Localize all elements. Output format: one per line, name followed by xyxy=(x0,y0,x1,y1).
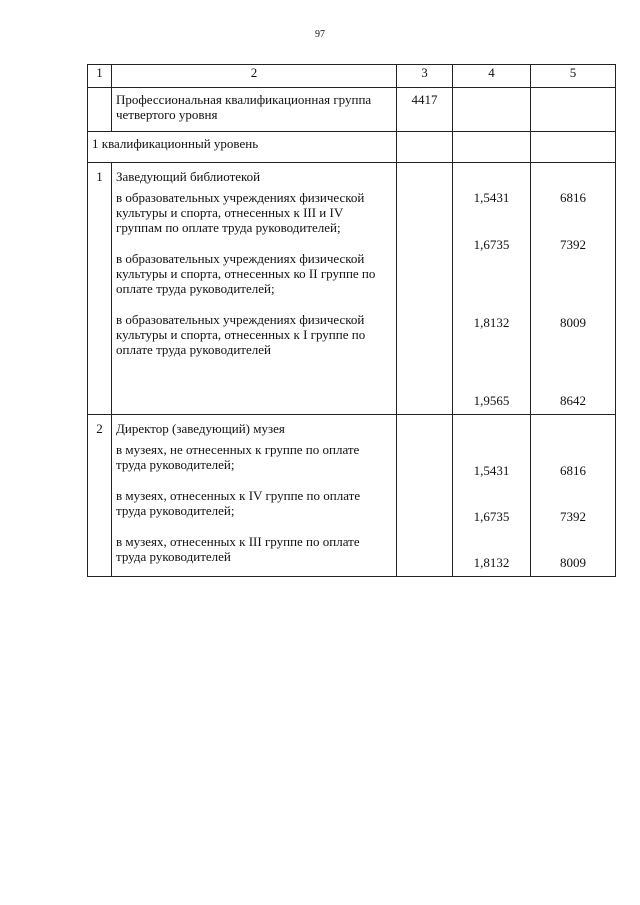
coefficient-value: 1,9565 xyxy=(473,393,510,408)
column-header: 3 xyxy=(397,65,453,88)
group-row xyxy=(88,88,616,132)
position-sub-text: в музеях, отнесенных к IV группе по оплате труда руководителей; xyxy=(116,488,361,518)
position-number: 1 xyxy=(88,163,112,415)
position-sub-text: в образовательных учреждениях физической культуры и спорта, отнесенных ко II группе по оплате труда руководителей; xyxy=(116,251,376,296)
level-row xyxy=(88,132,616,163)
salary-value: 7392 xyxy=(560,237,586,252)
salary-value: 8009 xyxy=(560,555,586,570)
salary-value: 8009 xyxy=(560,315,586,330)
coefficient-value: 1,6735 xyxy=(473,509,510,524)
position-row xyxy=(88,415,616,577)
salary-value: 6816 xyxy=(560,190,586,205)
group-title: Профессиональная квалификационная группа четвертого уровня xyxy=(116,92,372,122)
salary-table xyxy=(87,64,616,577)
coefficient-value: 1,8132 xyxy=(473,315,510,330)
position-title: Заведующий библиотекой xyxy=(116,169,261,184)
position-sub-text: в музеях, не отнесенных к группе по оплате труда руководителей; xyxy=(116,442,360,472)
level-title: 1 квалификационный уровень xyxy=(88,132,397,163)
column-header: 5 xyxy=(531,65,616,88)
position-sub-text: в образовательных учреждениях физической культуры и спорта, отнесенных к III и IV группам по оплате труда руководителей; xyxy=(116,190,365,235)
salary-value: 7392 xyxy=(560,509,586,524)
position-title: Директор (заведующий) музея xyxy=(116,421,285,436)
position-row xyxy=(88,163,616,415)
position-sub-list xyxy=(116,190,390,357)
column-header: 2 xyxy=(112,65,397,88)
coefficient-value: 1,5431 xyxy=(473,190,510,205)
coefficient-value: 1,5431 xyxy=(473,463,510,478)
page-number: 97 xyxy=(315,29,325,40)
salary-value: 6816 xyxy=(560,463,586,478)
column-header: 1 xyxy=(88,65,112,88)
group-code: 4417 xyxy=(397,88,453,132)
coefficient-value: 1,8132 xyxy=(473,555,510,570)
salary-value: 8642 xyxy=(560,393,586,408)
column-header: 4 xyxy=(453,65,531,88)
position-sub-text: в образовательных учреждениях физической культуры и спорта, отнесенных к I группе по оплате труда руководителей xyxy=(116,312,366,357)
position-number: 2 xyxy=(88,415,112,577)
coefficient-value: 1,6735 xyxy=(473,237,510,252)
column-header-row xyxy=(88,65,616,88)
position-sub-text: в музеях, отнесенных к III группе по оплате труда руководителей xyxy=(116,534,360,564)
